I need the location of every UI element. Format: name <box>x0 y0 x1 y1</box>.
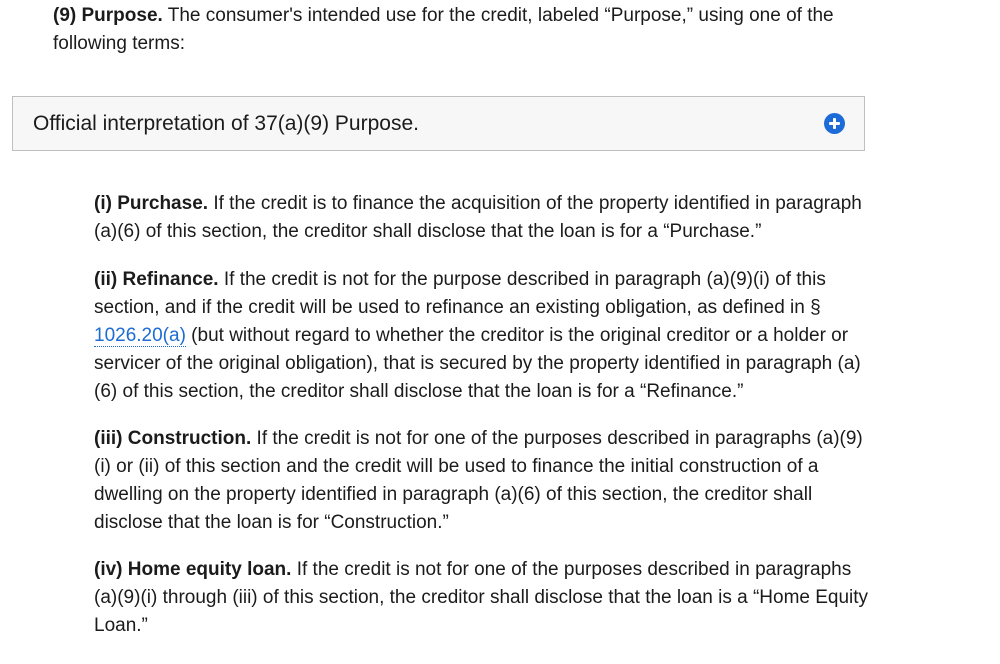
purchase-text: If the credit is to finance the acquisition of the property identified in paragraph (a)(6) of this section, the creditor shall disclose that the loan is for a “Purchase.” <box>94 193 862 242</box>
home-equity-text: If the credit is not for one of the purposes described in paragraphs (a)(9)(i) through (iii) of this section, the creditor shall disclose that the loan is a “Home Equity Loan.” <box>94 559 869 636</box>
purpose-text: The consumer's intended use for the credit, labeled “Purpose,” using one of the following terms: <box>53 5 834 54</box>
refinance-text-after: (but without regard to whether the creditor is the original creditor or a holder or servicer of the original obligation), that is secured by the property identified in paragraph (a)(6) of this section, the creditor shall disclose that the loan is for a “Refinance.” <box>94 325 861 402</box>
purchase-paragraph <box>94 190 869 246</box>
home-equity-heading: (iv) Home equity loan. <box>94 559 292 580</box>
refinance-paragraph <box>94 266 869 406</box>
official-interpretation-toggle[interactable] <box>12 96 865 151</box>
purchase-heading: (i) Purchase. <box>94 193 209 214</box>
plus-circle-icon[interactable] <box>824 113 845 134</box>
construction-paragraph <box>94 425 869 537</box>
construction-text: If the credit is not for one of the purposes described in paragraphs (a)(9)(i) or (ii) of this section and the credit will be used to finance the initial construction of a dwelling on the property identified in paragraph (a)(6) of this section, the creditor shall disclose that the loan is for “Construction.” <box>94 428 863 533</box>
home-equity-paragraph <box>94 556 869 640</box>
refinance-text-before: If the credit is not for the purpose described in paragraph (a)(9)(i) of this section, and if the credit will be used to refinance an existing obligation, as defined in § <box>94 269 826 318</box>
purpose-heading: (9) Purpose. <box>53 5 163 26</box>
refinance-heading: (ii) Refinance. <box>94 269 219 290</box>
construction-heading: (iii) Construction. <box>94 428 252 449</box>
purpose-paragraph <box>53 2 853 58</box>
official-interpretation-title: Official interpretation of 37(a)(9) Purpose. <box>33 111 419 135</box>
regulation-link[interactable]: 1026.20(a) <box>94 325 186 346</box>
